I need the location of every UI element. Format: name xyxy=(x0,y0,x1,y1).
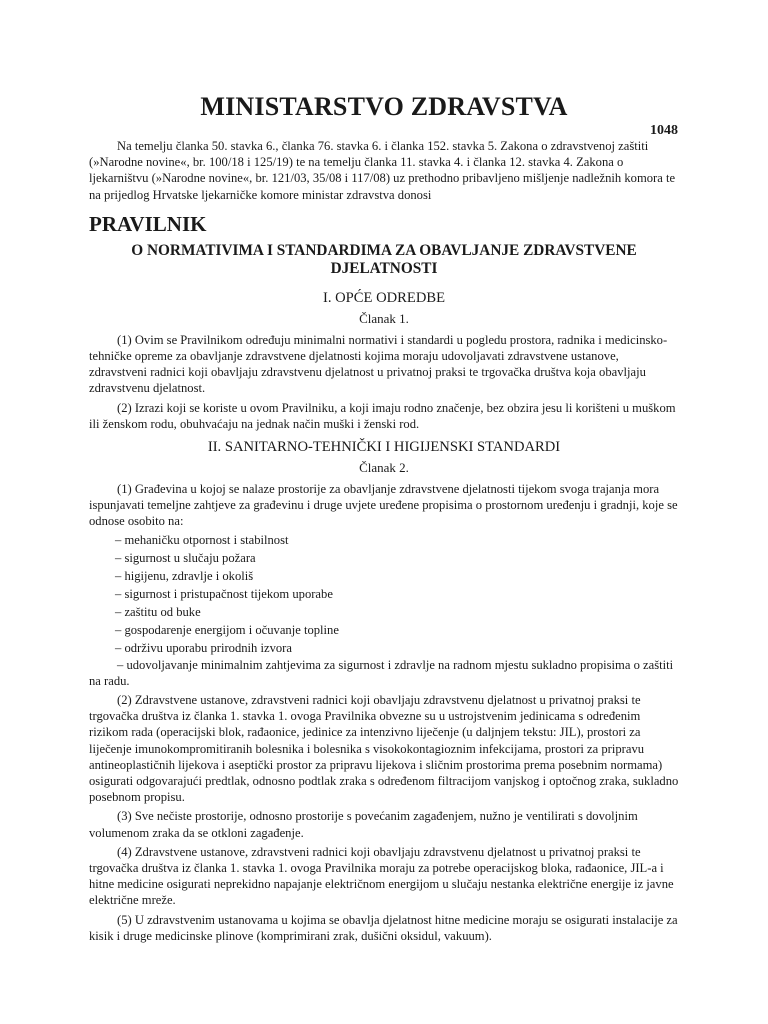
list-item: – zaštitu od buke xyxy=(115,604,201,619)
paragraph: (4) Zdravstvene ustanove, zdravstveni radnici koji obavljaju zdravstvenu djelatnost u privatnoj praksi te trgovačka društva iz članka 1. stavka 1. ovoga Pravilnika moraju za potrebe operacijskog bloka, rađaonice, JIL-a i hitne medicine osigurati neprekidno napajanje električnom energijom u slučaju nestanka električne energije iz javne električne mreže. xyxy=(89,844,674,908)
document-title: PRAVILNIK xyxy=(89,211,207,236)
ministry-title: MINISTARSTVO ZDRAVSTVA xyxy=(200,92,568,121)
requirements-list xyxy=(89,531,679,657)
preamble-paragraph: Na temelju članka 50. stavka 6., članka 76. stavka 6. i članka 152. stavka 5. Zakona o zdravstvenoj zaštiti (»Narodne novine«, br. 100/18 i 125/19) te na temelju članka 11. stavka 4. i članka 12. stavka 4. Zakona o ljekarništvu (»Narodne novine«, br. 121/03, 35/08 i 117/08) uz prethodno pribavljeno mišljenje nadležnih komora te na prijedlog Hrvatske ljekarničke komore ministar zdravstva donosi xyxy=(89,139,676,202)
document-body xyxy=(89,138,679,944)
subtitle-line-1: O NORMATIVIMA I STANDARDIMA ZA OBAVLJANJE ZDRAVSTVENE xyxy=(131,241,637,259)
list-item: – higijenu, zdravlje i okoliš xyxy=(115,568,254,583)
list-item: – mehaničku otpornost i stabilnost xyxy=(115,532,289,547)
list-item-last: – udovoljavanje minimalnim zahtjevima za sigurnost i zdravlje na radnom mjestu sukladno propisima o zaštiti na radu. xyxy=(89,657,674,688)
list-item: – gospodarenje energijom i očuvanje topline xyxy=(115,622,339,637)
paragraph: (2) Zdravstvene ustanove, zdravstveni radnici koji obavljaju zdravstvenu djelatnost u privatnoj praksi te trgovačka društva iz članka 1. stavka 1. ovoga Pravilnika obvezne su u ustrojstvenim jedinicama s određenim rizikom rada (operacijski blok, rađaonice, jedinice za intenzivno liječenje (u daljnjem tekstu: JIL), prostori za liječenje imunokompromitiranih bolesnika i bolesnika s visokokontagioznim infekcijama, prostori za pripravu antineoplastičnih lijekova i aseptički prostor za pripravu lijekova i sličnim prostorima prema posebnim normama) osigurati odgovarajući predtlak, odnosno podtlak zraka s određenom filtracijom vanjskog i optočnog zraka, sukladno posebnom propisu. xyxy=(89,693,679,805)
subtitle-line-2: DJELATNOSTI xyxy=(330,259,438,277)
paragraph: (3) Sve nečiste prostorije, odnosno prostorije s povećanim zagađenjem, nužno je ventilirati s dovoljnim volumenom zraka da se otkloni zagađenje. xyxy=(89,809,638,840)
section-heading-2: II. SANITARNO-TEHNIČKI I HIGIJENSKI STANDARDI xyxy=(207,439,561,456)
section-heading-1: I. OPĆE ODREDBE xyxy=(322,289,446,306)
list-item: – sigurnost u slučaju požara xyxy=(115,550,256,565)
list-item: – sigurnost i pristupačnost tijekom uporabe xyxy=(115,586,333,601)
paragraph: (1) Ovim se Pravilnikom određuju minimalni normativi i standardi u pogledu prostora, radnika i medicinsko-tehničke opreme za obavljanje zdravstvene djelatnosti kojima moraju udovoljavati zdravstvene ustanove, zdravstveni radnici koji obavljaju zdravstvenu djelatnost u privatnoj praksi te trgovačka društva koja obavljaju zdravstvenu djelatnost. xyxy=(89,332,668,396)
paragraph: (5) U zdravstvenim ustanovama u kojima se obavlja djelatnost hitne medicine moraju se osigurati instalacije za kisik i druge medicinske plinove (komprimirani zrak, dušični oksidul, vakuum). xyxy=(89,912,678,943)
article-heading-2: Članak 2. xyxy=(359,460,409,476)
article-heading-1: Članak 1. xyxy=(359,310,409,326)
paragraph: (1) Građevina u kojoj se nalaze prostorije za obavljanje zdravstvene djelatnosti tijekom svoga trajanja mora ispunjavati temeljne zahtjeve za građevinu i druge uvjete uređene propisima o prostornom uređenju i gradnji, koje se odnose osobito na: xyxy=(89,482,678,529)
document-number: 1048 xyxy=(650,123,678,138)
paragraph: (2) Izrazi koji se koriste u ovom Pravilniku, a koji imaju rodno značenje, bez obzira jesu li korišteni u muškom ili ženskom rodu, obuhvaćaju na jednak način muški i ženski rod. xyxy=(89,400,676,431)
document-subtitle xyxy=(89,242,679,278)
list-item: – održivu uporabu prirodnih izvora xyxy=(115,640,292,655)
